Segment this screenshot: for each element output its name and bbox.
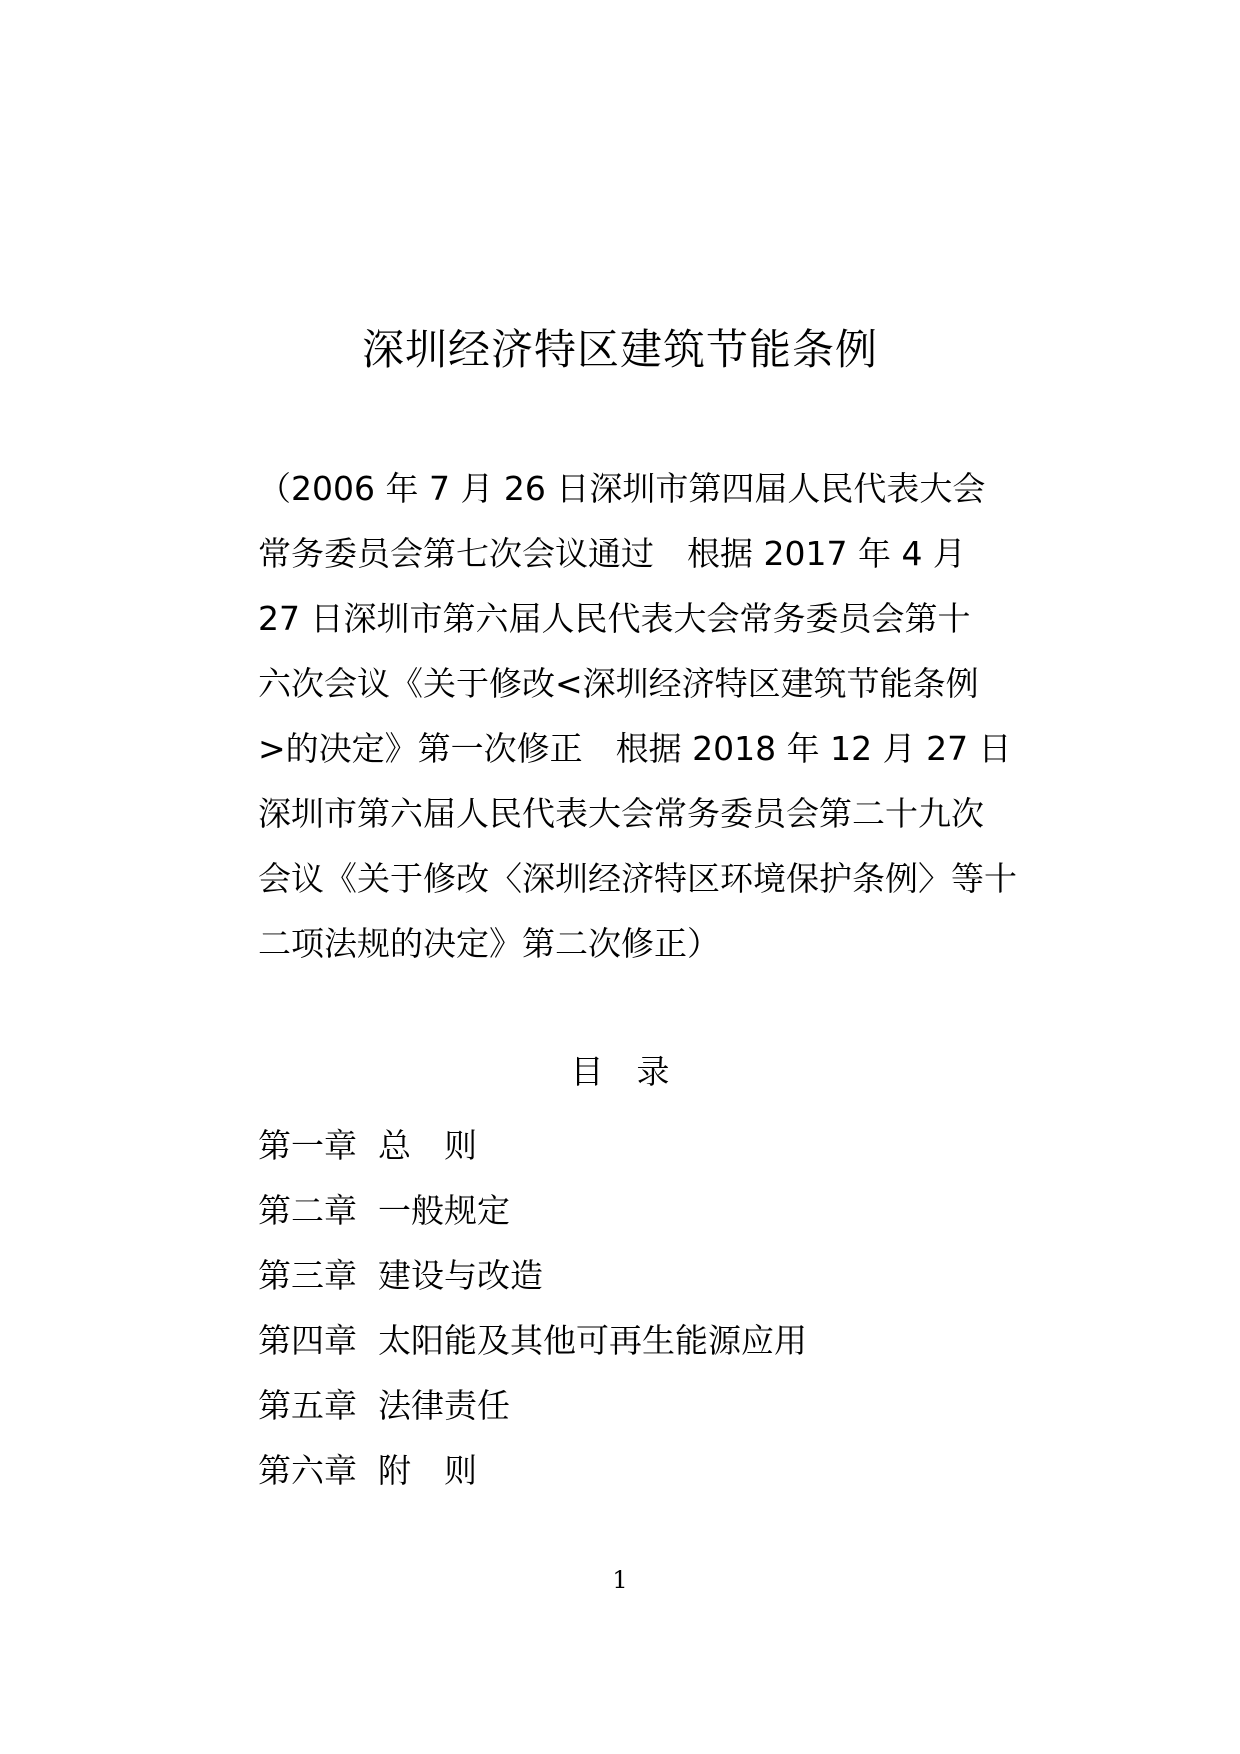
history-line: 常务委员会第七次会议通过 根据 2017 年 4 月 (258, 534, 966, 573)
toc-item (258, 1113, 807, 1178)
toc-chapter-name: 太阳能及其他可再生能源应用 (378, 1321, 807, 1360)
toc-chapter-number: 第二章 (258, 1191, 357, 1230)
page-number: 1 (612, 1566, 628, 1594)
history-line: 27 日深圳市第六届人民代表大会常务委员会第十 (258, 599, 971, 638)
toc-chapter-number: 第四章 (258, 1321, 357, 1360)
toc-item (258, 1308, 807, 1373)
history-line: （2006 年 7 月 26 日深圳市第四届人民代表大会 (258, 469, 986, 508)
toc-chapter-name: 法律责任 (378, 1386, 510, 1425)
history-line: 深圳市第六届人民代表大会常务委员会第二十九次 (258, 794, 984, 833)
history-line: 二项法规的决定》第二次修正） (258, 924, 720, 963)
toc-chapter-number: 第五章 (258, 1386, 357, 1425)
history-line: 会议《关于修改〈深圳经济特区环境保护条例〉等十 (258, 859, 1017, 898)
toc-item (258, 1243, 807, 1308)
document-title: 深圳经济特区建筑节能条例 (361, 325, 878, 374)
legislative-history (258, 456, 1017, 976)
toc-heading: 目 录 (570, 1052, 670, 1091)
toc-chapter-name: 附 则 (378, 1451, 477, 1490)
toc-chapter-name: 建设与改造 (378, 1256, 543, 1295)
toc-chapter-name: 一般规定 (378, 1191, 510, 1230)
toc-item (258, 1438, 807, 1503)
toc-item (258, 1178, 807, 1243)
toc-chapter-number: 第一章 (258, 1126, 357, 1165)
toc-item (258, 1373, 807, 1438)
history-line: >的决定》第一次修正 根据 2018 年 12 月 27 日 (258, 729, 1012, 768)
history-line: 六次会议《关于修改<深圳经济特区建筑节能条例 (258, 664, 979, 703)
toc-chapter-number: 第六章 (258, 1451, 357, 1490)
table-of-contents (258, 1113, 807, 1503)
toc-chapter-number: 第三章 (258, 1256, 357, 1295)
toc-chapter-name: 总 则 (378, 1126, 477, 1165)
